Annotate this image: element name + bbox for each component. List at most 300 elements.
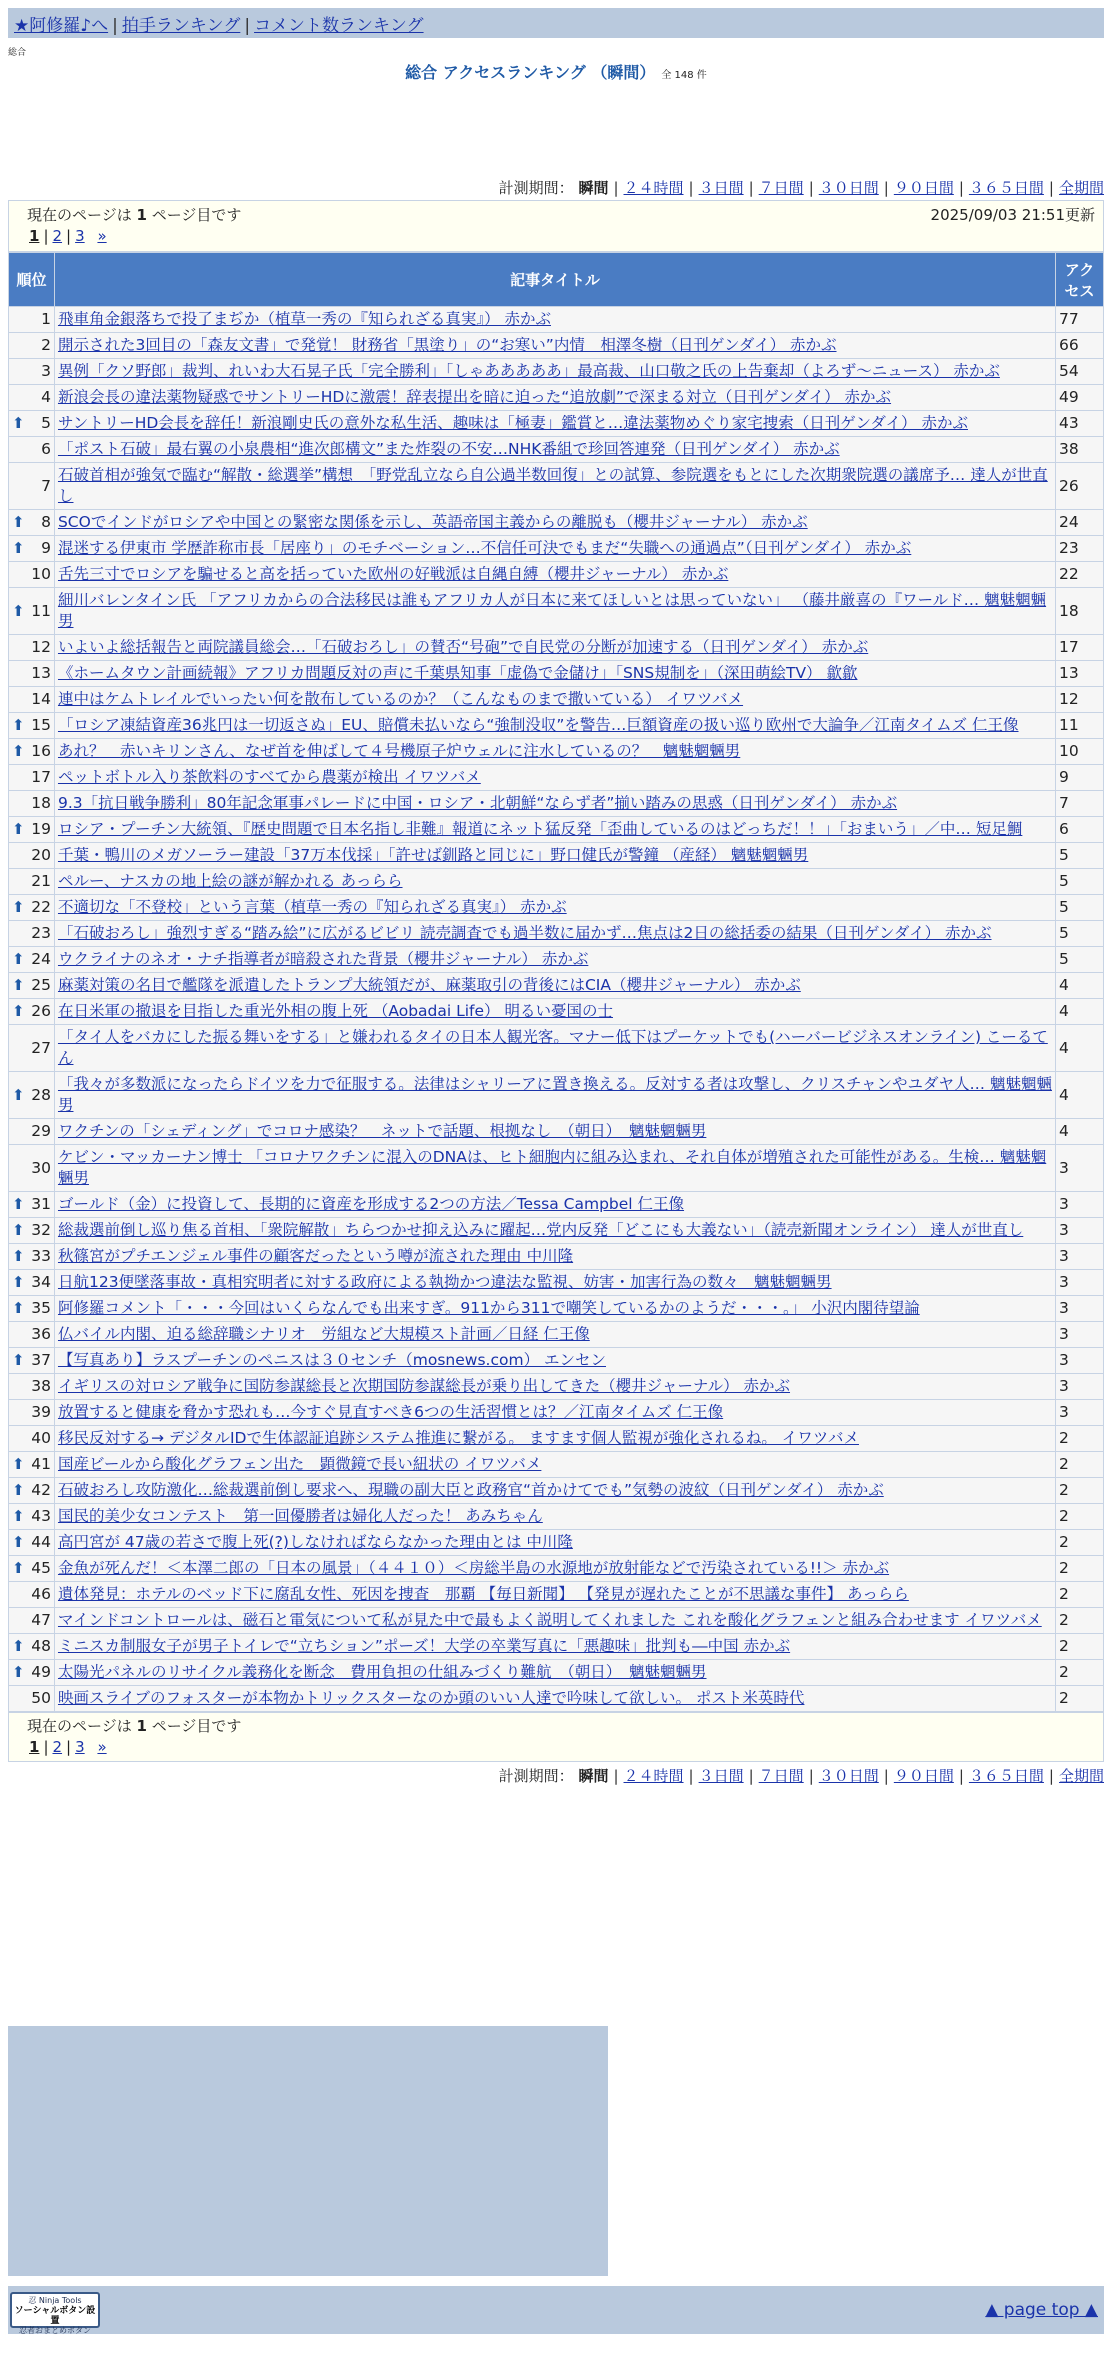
table-row: [9, 463, 1104, 510]
rank-number: 34: [31, 1273, 51, 1291]
table-row: [9, 1218, 1104, 1244]
rank-number: 21: [31, 872, 51, 890]
title-cell: [54, 999, 1055, 1025]
title-cell: [54, 333, 1055, 359]
top-navigation: [8, 8, 1104, 38]
page-info-bottom: 現在のページは 1 ページ目です: [27, 1717, 242, 1735]
title-cell: [54, 1478, 1055, 1504]
table-row: [9, 1270, 1104, 1296]
rank-cell: [9, 1530, 55, 1556]
rank-number: 42: [31, 1481, 51, 1499]
title-cell: [54, 973, 1055, 999]
title-cell: [54, 1322, 1055, 1348]
access-count: 3: [1056, 1244, 1104, 1270]
article-link[interactable]: 開示された3回目の「森友文書」で発覚！ 財務省「黒塗り」の“お寒い”内情 相澤冬樹（日刊ゲンダイ） 赤かぶ: [57, 336, 837, 354]
rank-cell: [9, 1145, 55, 1192]
access-count: 26: [1056, 463, 1104, 510]
page-info-box-bottom: [8, 1712, 1104, 1762]
next-page-link[interactable]: »: [97, 227, 107, 245]
rank-cell: [9, 1478, 55, 1504]
title-cell: [54, 947, 1055, 973]
period-24h-link[interactable]: ２４時間: [623, 179, 684, 197]
rank-up-arrow-icon: ⬆: [12, 414, 25, 432]
access-count: 3: [1056, 1192, 1104, 1218]
page-1-link[interactable]: 1: [29, 227, 40, 245]
rank-cell: [9, 1296, 55, 1322]
article-link[interactable]: 「我々が多数派になったらドイツを力で征服する。法律はシャリーアに置き換える。反対する者は攻撃し、クリスチャンやユダヤ人… 魑魅魍魎男: [57, 1075, 1052, 1114]
table-header-row: [9, 253, 1104, 307]
rank-number: 44: [31, 1533, 51, 1551]
rank-number: 3: [41, 362, 51, 380]
article-link[interactable]: いよいよ総括報告と両院議員総会…「石破おろし」の賛否“号砲”で自民党の分断が加速する（日刊ゲンダイ） 赤かぶ: [57, 638, 869, 656]
article-link[interactable]: ウクライナのネオ・ナチ指導者が暗殺された背景（櫻井ジャーナル） 赤かぶ: [57, 950, 589, 968]
page-3-link[interactable]: 3: [75, 227, 85, 245]
rank-up-arrow-icon: ⬆: [12, 716, 25, 734]
rank-number: 46: [31, 1585, 51, 1603]
period-all-link[interactable]: 全期間: [1058, 179, 1104, 197]
table-row: [9, 1244, 1104, 1270]
rank-up-arrow-icon: ⬆: [12, 1507, 25, 1525]
rank-up-arrow-icon: ⬆: [12, 1481, 25, 1499]
access-count: 3: [1056, 1145, 1104, 1192]
rank-cell: [9, 333, 55, 359]
rank-number: 6: [41, 440, 51, 458]
rank-number: 10: [31, 565, 51, 583]
table-row: [9, 1192, 1104, 1218]
article-link[interactable]: 在日米軍の撤退を目指した重光外相の腹上死 （Aobadai Life） 明るい憂国の士: [57, 1002, 613, 1020]
rank-number: 36: [31, 1325, 51, 1343]
table-row: [9, 765, 1104, 791]
category-label: 総合: [8, 48, 27, 58]
rank-number: 27: [31, 1038, 51, 1057]
title-cell: [54, 1374, 1055, 1400]
access-count: 2: [1056, 1556, 1104, 1582]
article-link[interactable]: ケビン・マッカーナン博士 「コロナワクチンに混入のDNAは、ヒト細胞内に組み込まれ、それ自体が増殖された可能性がある。生検… 魑魅魍魎男: [57, 1148, 1047, 1187]
period-30d-link[interactable]: ３０日間: [818, 1767, 879, 1785]
article-link[interactable]: 金魚が死んだ！＜本澤二郎の「日本の風景」（４４１０）＜房総半島の水源地が放射能などで汚染されている!!＞ 赤かぶ: [57, 1559, 890, 1577]
table-row: [9, 921, 1104, 947]
title-cell: [54, 1025, 1055, 1072]
rank-cell: [9, 635, 55, 661]
title-cell: [54, 1686, 1055, 1712]
rank-up-arrow-icon: ⬆: [12, 1351, 25, 1369]
title-cell: [54, 307, 1055, 333]
table-row: [9, 385, 1104, 411]
article-link[interactable]: 連中はケムトレイルでいったい何を散布しているのか？（こんなものまで撒いている） イワツバメ: [57, 690, 744, 708]
table-row: [9, 1660, 1104, 1686]
rank-up-arrow-icon: ⬆: [12, 513, 25, 531]
page-info: 現在のページは 1 ページ目です: [27, 206, 242, 224]
rank-number: 39: [31, 1403, 51, 1421]
rank-number: 38: [31, 1377, 51, 1395]
rank-cell: [9, 999, 55, 1025]
title-cell: [54, 1072, 1055, 1119]
period-selector-bottom: 計測期間： 瞬間 | ２４時間 | ３日間 | ７日間 | ３０日間 | ９０日間 | ３６５日間 | 全期間: [498, 1767, 1104, 1785]
rank-number: 48: [31, 1637, 51, 1655]
article-link[interactable]: 国民的美少女コンテスト 第一回優勝者は婦化人だった！ あみちゃん: [57, 1507, 543, 1525]
title-cell: [54, 1634, 1055, 1660]
table-row: [9, 999, 1104, 1025]
rank-cell: [9, 588, 55, 635]
rank-number: 7: [41, 476, 51, 495]
title-cell: [54, 437, 1055, 463]
rank-cell: [9, 817, 55, 843]
rank-up-arrow-icon: ⬆: [12, 1195, 25, 1213]
period-3d-link[interactable]: ３日間: [698, 1767, 744, 1785]
article-link[interactable]: 【写真あり】ラスプーチンのペニスは３０センチ（mosnews.com） エンセン: [57, 1351, 606, 1369]
table-row: [9, 869, 1104, 895]
period-7d-link[interactable]: ７日間: [758, 179, 804, 197]
table-row: [9, 510, 1104, 536]
rank-cell: [9, 973, 55, 999]
article-link[interactable]: 阿修羅コメント「・・・今回はいくらなんでも出来すぎ。911から311で嘲笑しているかのようだ・・・。」 小沢内閣待望論: [57, 1299, 920, 1317]
title-cell: [54, 817, 1055, 843]
article-link[interactable]: 不適切な「不登校」という言葉（植草一秀の『知られざる真実』） 赤かぶ: [57, 898, 567, 916]
total-count: 全 148 件: [661, 70, 707, 81]
home-link[interactable]: ★阿修羅♪へ: [14, 16, 109, 36]
page-2-link[interactable]: 2: [52, 1738, 63, 1756]
access-count: 2: [1056, 1426, 1104, 1452]
pagination-bottom: 1 | 2 | 3 »: [29, 1738, 107, 1756]
rank-number: 50: [31, 1689, 51, 1707]
rank-number: 13: [31, 664, 51, 682]
table-row: [9, 739, 1104, 765]
title-column-header: 記事タイトル: [54, 253, 1055, 307]
rank-number: 23: [31, 924, 51, 942]
access-count: 5: [1056, 947, 1104, 973]
period-label: 計測期間：: [498, 179, 574, 197]
access-count: 49: [1056, 385, 1104, 411]
nav-separator: |: [244, 16, 251, 36]
title-cell: [54, 1296, 1055, 1322]
rank-up-arrow-icon: ⬆: [12, 601, 25, 620]
rank-up-arrow-icon: ⬆: [12, 950, 25, 968]
ranking-table: [8, 252, 1104, 1712]
title-cell: [54, 1218, 1055, 1244]
table-row: [9, 1452, 1104, 1478]
rank-number: 30: [31, 1158, 51, 1177]
rank-number: 22: [31, 898, 51, 916]
article-link[interactable]: 秋篠宮がプチエンジェル事件の顧客だったという噂が流された理由 中川隆: [57, 1247, 574, 1265]
page-title: [0, 60, 1112, 83]
article-link[interactable]: SCOでインドがロシアや中国との緊密な関係を示し、英語帝国主義からの離脱も（櫻井ジャーナル） 赤かぶ: [57, 513, 808, 531]
article-link[interactable]: 放置すると健康を脅かす恐れも…今すぐ見直すべき6つの生活習慣とは？／江南タイムズ 仁王像: [57, 1403, 724, 1421]
rank-number: 31: [31, 1195, 51, 1213]
article-link[interactable]: 「ロシア凍結資産36兆円は一切返さぬ」EU、賠償未払いなら“強制没収”を警告…巨額資産の扱い巡り欧州で大論争／江南タイムズ 仁王像: [57, 716, 1019, 734]
period-90d-link[interactable]: ９０日間: [893, 1767, 954, 1785]
article-link[interactable]: 千葉・鴨川のメガソーラー建設「37万本伐採」「許せば釧路と同じに」野口健氏が警鐘 （産経） 魑魅魍魎男: [57, 846, 809, 864]
article-link[interactable]: 総裁選前倒し巡り焦る首相、「衆院解散」ちらつかせ抑え込みに躍起…党内反発「どこにも大義ない」（読売新聞オンライン） 達人が世直し: [57, 1221, 1024, 1239]
article-link[interactable]: あれ？ 赤いキリンさん、なぜ首を伸ばして４号機原子炉ウェルに注水しているの？ 魑魅魍魎男: [57, 742, 741, 760]
social-button[interactable]: 忍 Ninja Tools ソーシャルボタン設置 忍者おまとめボタン: [10, 2292, 100, 2328]
access-count: 3: [1056, 1348, 1104, 1374]
period-24h-link[interactable]: ２４時間: [623, 1767, 684, 1785]
table-row: [9, 1119, 1104, 1145]
rank-up-arrow-icon: ⬆: [12, 1002, 25, 1020]
rank-number: 20: [31, 846, 51, 864]
rank-number: 4: [41, 388, 51, 406]
access-count: 2: [1056, 1478, 1104, 1504]
rank-number: 28: [31, 1085, 51, 1104]
rank-up-arrow-icon: ⬆: [12, 1559, 25, 1577]
next-page-link[interactable]: »: [97, 1738, 107, 1756]
rank-cell: [9, 1608, 55, 1634]
table-row: [9, 1025, 1104, 1072]
title-cell: [54, 635, 1055, 661]
rank-cell: [9, 765, 55, 791]
title-cell: [54, 1119, 1055, 1145]
rank-cell: [9, 1119, 55, 1145]
rank-cell: [9, 437, 55, 463]
comment-ranking-link[interactable]: コメント数ランキング: [254, 16, 424, 36]
rank-cell: [9, 1322, 55, 1348]
title-cell: [54, 1452, 1055, 1478]
rank-cell: [9, 411, 55, 437]
access-count: 7: [1056, 791, 1104, 817]
article-link[interactable]: 《ホームタウン計画続報》アフリカ問題反対の声に千葉県知事「虚偽で金儲け」「SNS規制を」（深田萌絵TV） 歙歙: [57, 664, 858, 682]
table-row: [9, 1145, 1104, 1192]
table-row: [9, 947, 1104, 973]
article-link[interactable]: ロシア・プーチン大統領、『歴史問題で日本名指し非難』報道にネット猛反発「歪曲しているのはどっちだ！！」「おまいう」／中… 短足鯛: [57, 820, 1023, 838]
rank-cell: [9, 1400, 55, 1426]
rank-cell: [9, 562, 55, 588]
access-count: 5: [1056, 869, 1104, 895]
access-count: 4: [1056, 999, 1104, 1025]
rank-number: 47: [31, 1611, 51, 1629]
access-count: 22: [1056, 562, 1104, 588]
title-cell: [54, 661, 1055, 687]
period-selector-top: 計測期間： 瞬間 | ２４時間 | ３日間 | ７日間 | ３０日間 | ９０日間 | ３６５日間 | 全期間: [498, 179, 1104, 197]
rank-number: 16: [31, 742, 51, 760]
page-top-link[interactable]: ▲ page top ▲: [985, 2300, 1098, 2320]
rank-number: 11: [31, 601, 51, 620]
title-cell: [54, 411, 1055, 437]
rank-number: 19: [31, 820, 51, 838]
access-count: 2: [1056, 1504, 1104, 1530]
period-3d-link[interactable]: ３日間: [698, 179, 744, 197]
rank-number: 14: [31, 690, 51, 708]
rank-number: 17: [31, 768, 51, 786]
article-link[interactable]: 高円宮が 47歳の若さで腹上死(?)しなければならなかった理由とは 中川隆: [57, 1533, 573, 1551]
title-cell: [54, 359, 1055, 385]
page-3-link[interactable]: 3: [75, 1738, 85, 1756]
access-count: 43: [1056, 411, 1104, 437]
access-count: 3: [1056, 1374, 1104, 1400]
article-link[interactable]: 遺体発見：ホテルのベッド下に腐乱女性、死因を捜査 那覇 【毎日新聞】 【発見が遅れたことが不思議な事件】 あっらら: [57, 1585, 909, 1603]
article-link[interactable]: 「タイ人をバカにした振る舞いをする」と嫌われるタイの日本人観光客。マナー低下はプーケットでも(ハーバービジネスオンライン) こーるてん: [57, 1028, 1048, 1067]
table-row: [9, 359, 1104, 385]
access-count: 12: [1056, 687, 1104, 713]
article-link[interactable]: 石破首相が強気で臨む“解散・総選挙”構想 「野党乱立なら自公過半数回復」との試算、参院選をもとにした次期衆院選の議席予… 達人が世直し: [57, 466, 1048, 505]
rank-cell: [9, 713, 55, 739]
article-link[interactable]: ワクチンの「シェディング」でコロナ感染？ ネットで話題、根拠なし （朝日） 魑魅魍魎男: [57, 1122, 707, 1140]
rank-cell: [9, 1244, 55, 1270]
rank-number: 26: [31, 1002, 51, 1020]
rank-cell: [9, 359, 55, 385]
article-link[interactable]: イギリスの対ロシア戦争に国防参謀総長と次期国防参謀総長が乗り出してきた（櫻井ジャーナル） 赤かぶ: [57, 1377, 791, 1395]
period-90d-link[interactable]: ９０日間: [893, 179, 954, 197]
page-1-link[interactable]: 1: [29, 1738, 40, 1756]
rank-number: 25: [31, 976, 51, 994]
rank-number: 9: [41, 539, 51, 557]
table-row: [9, 437, 1104, 463]
rank-number: 32: [31, 1221, 51, 1239]
article-link[interactable]: 混迷する伊東市 学歴詐称市長「居座り」のモチベーション…不信任可決でもまだ“失職への通過点”（日刊ゲンダイ） 赤かぶ: [57, 539, 912, 557]
article-link[interactable]: 異例「クソ野郎」裁判、れいわ大石晃子氏「完全勝利」「しゃあああああ」最高裁、山口敬之氏の上告棄却（よろず～ニュース） 赤かぶ: [57, 362, 1000, 380]
current-page-number: 1: [136, 206, 147, 224]
rank-cell: [9, 1504, 55, 1530]
table-row: [9, 1426, 1104, 1452]
rank-number: 24: [31, 950, 51, 968]
table-row: [9, 1478, 1104, 1504]
rank-cell: [9, 1426, 55, 1452]
table-row: [9, 661, 1104, 687]
access-column-header: アクセス: [1056, 253, 1104, 307]
access-count: 4: [1056, 1119, 1104, 1145]
table-row: [9, 1530, 1104, 1556]
rank-up-arrow-icon: ⬆: [12, 1533, 25, 1551]
article-link[interactable]: サントリーHD会長を辞任！新浪剛史氏の意外な私生活、趣味は「極妻」鑑賞と…違法薬物めぐり家宅捜索（日刊ゲンダイ） 赤かぶ: [57, 414, 968, 432]
article-link[interactable]: 飛車角金銀落ちで投了まぢか（植草一秀の『知られざる真実』） 赤かぶ: [57, 310, 551, 328]
rank-cell: [9, 947, 55, 973]
rank-number: 2: [41, 336, 51, 354]
article-link[interactable]: 太陽光パネルのリサイクル義務化を断念 費用負担の仕組みづくり難航 （朝日） 魑魅魍魎男: [57, 1663, 707, 1681]
access-count: 2: [1056, 1634, 1104, 1660]
table-row: [9, 843, 1104, 869]
rank-number: 49: [31, 1663, 51, 1681]
title-cell: [54, 739, 1055, 765]
page-title-text: 総合 アクセスランキング （瞬間）: [405, 63, 656, 82]
article-link[interactable]: 新浪会長の違法薬物疑惑でサントリーHDに激震！辞表提出を暗に迫った“追放劇”で深まる対立（日刊ゲンダイ） 赤かぶ: [57, 388, 892, 406]
rank-cell: [9, 869, 55, 895]
rank-number: 8: [41, 513, 51, 531]
article-link[interactable]: 石破おろし攻防激化…総裁選前倒し要求へ、現職の副大臣と政務官“首かけてでも”気勢の波紋（日刊ゲンダイ） 赤かぶ: [57, 1481, 884, 1499]
rank-cell: [9, 921, 55, 947]
rank-number: 37: [31, 1351, 51, 1369]
page-info-box-top: [8, 200, 1104, 252]
table-row: [9, 1504, 1104, 1530]
access-count: 11: [1056, 713, 1104, 739]
applause-ranking-link[interactable]: 拍手ランキング: [121, 16, 241, 36]
article-link[interactable]: 「石破おろし」強烈すぎる“踏み絵”に広がるビビリ 読売調査でも過半数に届かず…焦点は2日の総括委の結果（日刊ゲンダイ） 赤かぶ: [57, 924, 992, 942]
table-row: [9, 1582, 1104, 1608]
article-link[interactable]: 映画スライブのフォスターが本物かトリックスターなのか頭のいい人達で吟味して欲しい。 ポスト米英時代: [57, 1689, 805, 1707]
access-count: 38: [1056, 437, 1104, 463]
title-cell: [54, 1400, 1055, 1426]
title-cell: [54, 536, 1055, 562]
rank-up-arrow-icon: ⬆: [12, 1273, 25, 1291]
table-row: [9, 588, 1104, 635]
ranking-table-body: [9, 307, 1104, 1712]
rank-cell: [9, 661, 55, 687]
title-cell: [54, 562, 1055, 588]
access-count: 17: [1056, 635, 1104, 661]
rank-cell: [9, 1348, 55, 1374]
period-7d-link[interactable]: ７日間: [758, 1767, 804, 1785]
article-link[interactable]: 9.3「抗日戦争勝利」80年記念軍事パレードに中国・ロシア・北朝鮮“ならず者”揃い踏みの思惑（日刊ゲンダイ） 赤かぶ: [57, 794, 898, 812]
access-count: 4: [1056, 1072, 1104, 1119]
access-count: 66: [1056, 333, 1104, 359]
access-count: 2: [1056, 1660, 1104, 1686]
table-row: [9, 1400, 1104, 1426]
article-link[interactable]: 細川バレンタイン氏 「アフリカからの合法移民は誰もアフリカ人が日本に来てほしいとは思っていない」 （藤井厳喜の『ワールド… 魑魅魍魎男: [57, 591, 1047, 630]
access-count: 54: [1056, 359, 1104, 385]
access-count: 10: [1056, 739, 1104, 765]
rank-cell: [9, 385, 55, 411]
rank-up-arrow-icon: ⬆: [12, 1299, 25, 1317]
table-row: [9, 411, 1104, 437]
table-row: [9, 1072, 1104, 1119]
article-link[interactable]: ペットボトル入り茶飲料のすべてから農薬が検出 イワツバメ: [57, 768, 481, 786]
rank-number: 35: [31, 1299, 51, 1317]
table-row: [9, 1374, 1104, 1400]
access-count: 23: [1056, 536, 1104, 562]
article-link[interactable]: 国産ビールから酸化グラフェン出た 顕微鏡で長い紐状の イワツバメ: [57, 1455, 542, 1473]
period-365d-link[interactable]: ３６５日間: [968, 1767, 1044, 1785]
article-link[interactable]: 舌先三寸でロシアを騙せると高を括っていた欧州の好戦派は自縄自縛（櫻井ジャーナル） 赤かぶ: [57, 565, 729, 583]
rank-cell: [9, 1072, 55, 1119]
table-row: [9, 1296, 1104, 1322]
access-count: 2: [1056, 1608, 1104, 1634]
rank-cell: [9, 307, 55, 333]
rank-up-arrow-icon: ⬆: [12, 539, 25, 557]
rank-number: 5: [41, 414, 51, 432]
access-count: 2: [1056, 1530, 1104, 1556]
title-cell: [54, 1608, 1055, 1634]
title-cell: [54, 1660, 1055, 1686]
article-link[interactable]: 日航123便墜落事故・真相究明者に対する政府による執拗かつ違法な監視、妨害・加害行為の数々 魑魅魍魎男: [57, 1273, 832, 1291]
title-cell: [54, 1145, 1055, 1192]
title-cell: [54, 385, 1055, 411]
rank-cell: [9, 1582, 55, 1608]
table-row: [9, 307, 1104, 333]
access-count: 5: [1056, 895, 1104, 921]
article-link[interactable]: 仏バイル内閣、迫る総辞職シナリオ 労組など大規模スト計画／日経 仁王像: [57, 1325, 590, 1343]
title-cell: [54, 1556, 1055, 1582]
title-cell: [54, 1244, 1055, 1270]
period-365d-link[interactable]: ３６５日間: [968, 179, 1044, 197]
rank-number: 33: [31, 1247, 51, 1265]
rank-cell: [9, 687, 55, 713]
rank-cell: [9, 1025, 55, 1072]
ad-placeholder: [8, 2026, 608, 2276]
article-link[interactable]: ゴールド（金）に投資して、長期的に資産を形成する2つの方法／Tessa Campbel 仁王像: [57, 1195, 685, 1213]
rank-up-arrow-icon: ⬆: [12, 1637, 25, 1655]
title-cell: [54, 463, 1055, 510]
title-cell: [54, 869, 1055, 895]
rank-cell: [9, 1686, 55, 1712]
title-cell: [54, 1530, 1055, 1556]
period-30d-link[interactable]: ３０日間: [818, 179, 879, 197]
article-link[interactable]: ミニスカ制服女子が男子トイレで“立ちション”ポーズ！大学の卒業写真に「悪趣味」批判も―中国 赤かぶ: [57, 1637, 791, 1655]
article-link[interactable]: マインドコントロールは、磁石と電気について私が見た中で最もよく説明してくれました これを酸化グラフェンと組み合わせます イワツバメ: [57, 1611, 1042, 1629]
access-count: 18: [1056, 588, 1104, 635]
access-count: 24: [1056, 510, 1104, 536]
rank-up-arrow-icon: ⬆: [12, 1247, 25, 1265]
article-link[interactable]: 「ポスト石破」最右翼の小泉農相“進次郎構文”また炸裂の不安…NHK番組で珍回答連発（日刊ゲンダイ） 赤かぶ: [57, 440, 840, 458]
article-link[interactable]: 移民反対する→ デジタルIDで生体認証追跡システム推進に繋がる。 ますます個人監視が強化されるね。 イワツバメ: [57, 1429, 859, 1447]
rank-cell: [9, 1660, 55, 1686]
page-2-link[interactable]: 2: [52, 227, 63, 245]
title-cell: [54, 765, 1055, 791]
article-link[interactable]: ペルー、ナスカの地上絵の謎が解かれる あっらら: [57, 872, 403, 890]
period-all-link[interactable]: 全期間: [1058, 1767, 1104, 1785]
title-cell: [54, 843, 1055, 869]
rank-up-arrow-icon: ⬆: [12, 1455, 25, 1473]
rank-up-arrow-icon: ⬆: [12, 742, 25, 760]
nav-separator: |: [112, 16, 118, 36]
article-link[interactable]: 麻薬対策の名目で艦隊を派遣したトランプ大統領だが、麻薬取引の背後にはCIA（櫻井ジャーナル） 赤かぶ: [57, 976, 801, 994]
